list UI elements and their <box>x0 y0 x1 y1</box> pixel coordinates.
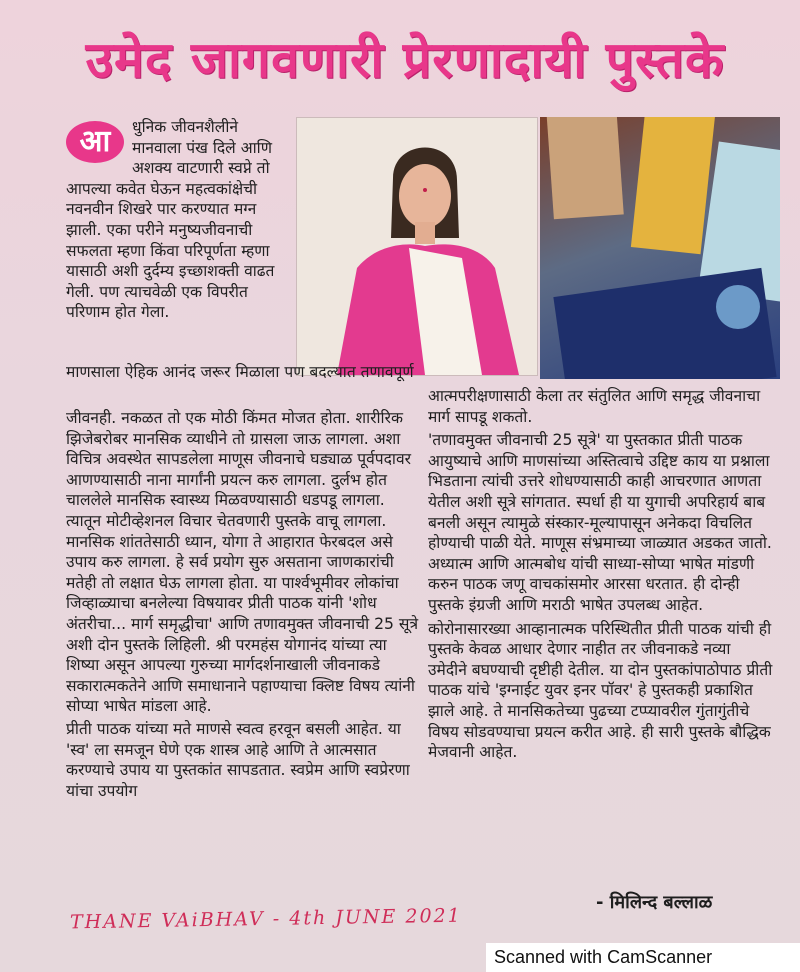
handwritten-source-note: THANE VAiBHAV - 4th JUNE 2021 <box>69 904 462 934</box>
intro-paragraph: धुनिक जीवनशैलीने मानवाला पंख दिले आणि अशक्य वाटणारी स्वप्ने तो आपल्या कवेत घेऊन महत्वकांक्षेची नवनवीन शिखरे पार करण्यात मग्न झाली. एका परीने मनुष्यजीवनाची सफलता म्हणा किंवा परिपूर्णता म्हणा यासाठी अशी दुर्दम्य इच्छाशक्ती वाढत गेली. पण त्याचवेळी एक विपरीत परिणाम होत गेला. <box>66 118 275 322</box>
left-paragraph: जीवनही. नकळत तो एक मोठी किंमत मोजत होता. शारीरिक झिजेबरोबर मानसिक व्याधीने तो ग्रासला जाऊ लागला. अशा विचित्र अवस्थेत सापडलेला माणूस जीवनाचे घड्याळ पूर्वपदावर आणण्यासाठी नाना मार्गांनी प्रयत्न करु लागला. दुर्लभ होत चाललेले मानसिक स्वास्थ्य मिळवण्यासाठी धडपडू लागला. त्यातून मोटीव्हेशनल विचार चेतवणारी पुस्तके वाचू लागला. मानसिक शांततेसाठी ध्यान, योगा ते आहारात फेरबदल असे उपाय करु लागला. हे सर्व प्रयोग सुरु असताना जाणकारांची मतेही तो लक्षात घेऊ लागला होता. या पार्श्वभूमीवर लोकांचा जिव्हाळ्याचा बनलेल्या विषयावर प्रीती पाठक यांनी 'शोध अंतरीचा... मार्ग समृद्धीचा' आणि तणावमुक्त जीवनाची 25 सूत्रे अशी दोन पुस्तके लिहिली. श्री परमहंस योगानंद यांच्या त्या शिष्या असून आपल्या गुरुच्या मार्गदर्शनाखाली जीवनाकडे सकारात्मकतेने आणि समाधानाने पहाण्याचा क्लिष्ट विषय त्यांनी सोप्या भाषेत मांडला आहे. <box>66 409 419 716</box>
right-paragraph: 'तणावमुक्त जीवनाची 25 सूत्रे' या पुस्तकात प्रीती पाठक आयुष्याचे आणि माणसांच्या अस्तित्वाचे उद्दिष्ट काय या प्रश्नाला भिडताना त्यांची उत्तरे शोधण्यासाठी काही आचरणात आणता येतील अशी सूत्रे सांगतात. स्पर्धा ही या युगाची अपरिहार्य बाब बनली असून त्यामुळे संस्कार-मूल्यापासून अनेकदा विचलित होण्याची पाळी येते. माणूस संभ्रमाच्या जाळ्यात अडकत जातो. अध्यात्म आणि आत्मबोध यांची साध्या-सोप्या भाषेत मांडणी करुन पाठक जणू वाचकांसमोर आरसा धरतात. ही दोन्ही पुस्तके इंग्रजी आणि मराठी भाषेत उपलब्ध आहेत. <box>428 431 772 614</box>
drop-cap: आ <box>66 121 124 163</box>
left-paragraph-continued: माणसाला ऐहिक आनंद जरूर मिळाला पण बदल्यात तणावपूर्ण <box>66 363 414 381</box>
right-column-body <box>428 386 773 766</box>
author-photo <box>296 117 538 376</box>
book-cover <box>546 117 624 219</box>
left-column-body <box>66 408 421 803</box>
right-paragraph: आत्मपरीक्षणासाठी केला तर संतुलित आणि समृद्ध जीवनाचा मार्ग सापडू शकतो. <box>428 387 761 426</box>
cover-moon-shape <box>716 285 760 329</box>
left-paragraph: प्रीती पाठक यांच्या मते माणसे स्वत्व हरवून बसली आहेत. या 'स्व' ला समजून घेणे एक शास्त्र आहे आणि ते आत्मसात करण्याचे उपाय या पुस्तकांत सापडतात. स्वप्रेम आणि स्वप्रेरणा यांचा उपयोग <box>66 719 410 800</box>
books-photo <box>540 117 780 379</box>
article-headline: उमेद जागवणारी प्रेरणादायी पुस्तके <box>85 31 725 89</box>
author-photo-illustration <box>297 118 537 375</box>
author-signature: - मिलिन्द बल्लाळ <box>596 892 713 913</box>
scanner-watermark: Scanned with CamScanner <box>486 943 800 972</box>
book-cover <box>631 117 715 254</box>
right-paragraph: कोरोनासारख्या आव्हानात्मक परिस्थितीत प्रीती पाठक यांची ही पुस्तके केवळ आधार देणार नाहीत तर जीवनाकडे नव्या उमेदीने बघण्याची दृष्टीही देतील. या दोन पुस्तकांपाठोपाठ प्रीती पाठक यांचे 'इग्नाईट युवर इनर पॉवर' हे पुस्तकही प्रकाशित झाले आहे. ते मानसिकतेच्या पुढच्या टप्प्यावरील गुंतागुंतीचे विषय सोडवण्याचा प्रयत्न करीत आहे. ही सारी पुस्तके बौद्धिक मेजवानी आहेत. <box>428 619 773 762</box>
